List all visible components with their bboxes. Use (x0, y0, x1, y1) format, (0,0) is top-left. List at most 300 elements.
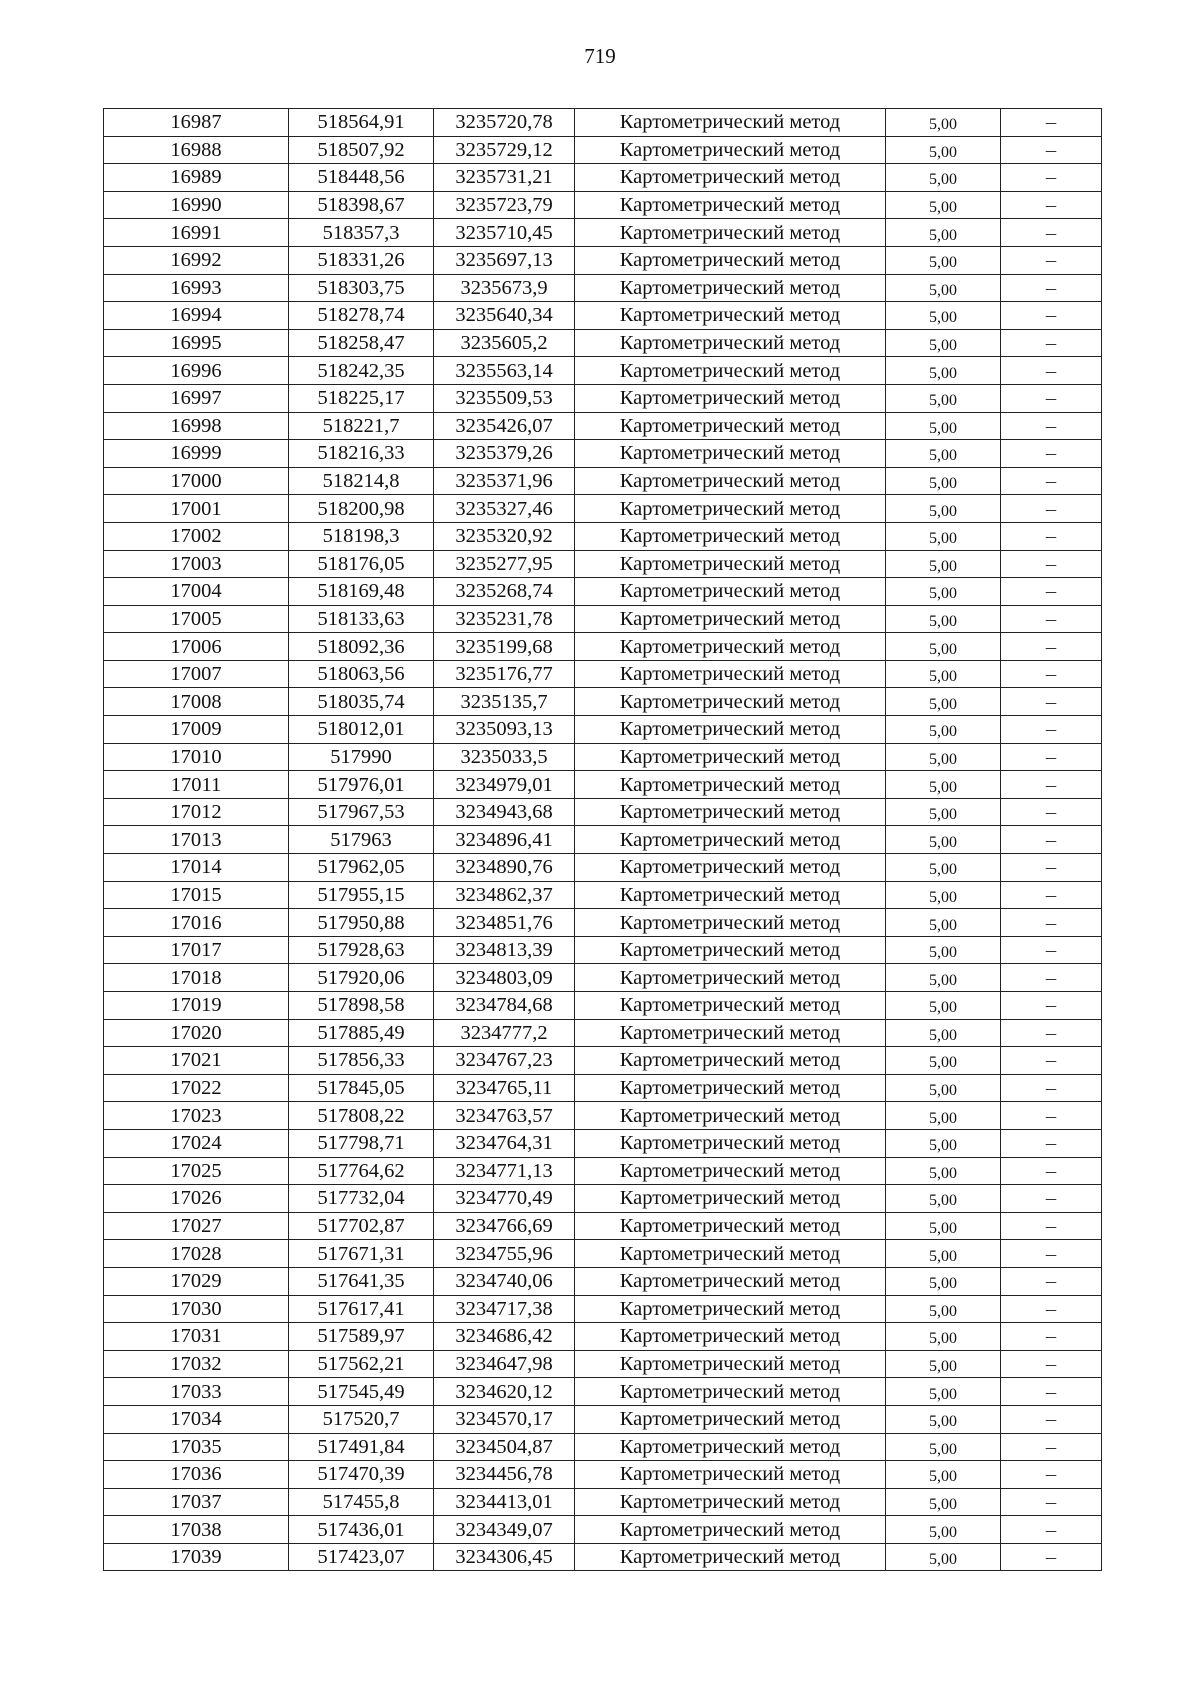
method-cell: Картометрический метод (575, 1405, 886, 1433)
dash-cell: – (1001, 1295, 1102, 1323)
accuracy-cell (886, 1240, 1001, 1268)
method-cell: Картометрический метод (575, 1350, 886, 1378)
accuracy-cell (886, 688, 1001, 716)
method-cell: Картометрический метод (575, 798, 886, 826)
point-number-cell: 16991 (104, 219, 289, 247)
x-coordinate-cell: 518398,67 (289, 191, 434, 219)
x-coordinate-cell: 517545,49 (289, 1378, 434, 1406)
table-row (104, 964, 1102, 992)
table-row (104, 550, 1102, 578)
accuracy-value: 5,00 (929, 1275, 957, 1293)
dash-cell: – (1001, 1461, 1102, 1489)
table-row (104, 1433, 1102, 1461)
method-cell: Картометрический метод (575, 1516, 886, 1544)
accuracy-value: 5,00 (929, 116, 957, 134)
dash-cell: – (1001, 688, 1102, 716)
point-number-cell: 17035 (104, 1433, 289, 1461)
accuracy-cell (886, 164, 1001, 192)
point-number-cell: 16995 (104, 329, 289, 357)
method-cell: Картометрический метод (575, 909, 886, 937)
y-coordinate-cell: 3234979,01 (434, 771, 575, 799)
method-cell: Картометрический метод (575, 1074, 886, 1102)
accuracy-value: 5,00 (929, 1220, 957, 1238)
y-coordinate-cell: 3235320,92 (434, 522, 575, 550)
point-number-cell: 17037 (104, 1488, 289, 1516)
point-number-cell: 17034 (104, 1405, 289, 1433)
table-row (104, 1129, 1102, 1157)
y-coordinate-cell: 3234784,68 (434, 992, 575, 1020)
accuracy-value: 5,00 (929, 1440, 957, 1458)
y-coordinate-cell: 3234456,78 (434, 1461, 575, 1489)
method-cell: Картометрический метод (575, 495, 886, 523)
accuracy-value: 5,00 (929, 1358, 957, 1376)
accuracy-value: 5,00 (929, 1551, 957, 1569)
accuracy-value: 5,00 (929, 944, 957, 962)
method-cell: Картометрический метод (575, 1212, 886, 1240)
method-cell: Картометрический метод (575, 1433, 886, 1461)
dash-cell: – (1001, 964, 1102, 992)
accuracy-cell (886, 274, 1001, 302)
point-number-cell: 17008 (104, 688, 289, 716)
y-coordinate-cell: 3235033,5 (434, 743, 575, 771)
y-coordinate-cell: 3234717,38 (434, 1295, 575, 1323)
point-number-cell: 17019 (104, 992, 289, 1020)
x-coordinate-cell: 517436,01 (289, 1516, 434, 1544)
x-coordinate-cell: 517589,97 (289, 1323, 434, 1351)
dash-cell: – (1001, 1129, 1102, 1157)
accuracy-cell (886, 1378, 1001, 1406)
point-number-cell: 16994 (104, 302, 289, 330)
dash-cell: – (1001, 329, 1102, 357)
y-coordinate-cell: 3234413,01 (434, 1488, 575, 1516)
table-row (104, 605, 1102, 633)
point-number-cell: 17020 (104, 1019, 289, 1047)
dash-cell: – (1001, 1378, 1102, 1406)
method-cell: Картометрический метод (575, 191, 886, 219)
table-row (104, 1323, 1102, 1351)
accuracy-value: 5,00 (929, 750, 957, 768)
table-row (104, 412, 1102, 440)
method-cell: Картометрический метод (575, 412, 886, 440)
dash-cell: – (1001, 1240, 1102, 1268)
accuracy-cell (886, 302, 1001, 330)
y-coordinate-cell: 3234647,98 (434, 1350, 575, 1378)
x-coordinate-cell: 517967,53 (289, 798, 434, 826)
accuracy-cell (886, 1350, 1001, 1378)
table-row (104, 633, 1102, 661)
table-row (104, 191, 1102, 219)
table-row (104, 854, 1102, 882)
x-coordinate-cell: 518278,74 (289, 302, 434, 330)
point-number-cell: 17021 (104, 1047, 289, 1075)
method-cell: Картометрический метод (575, 384, 886, 412)
accuracy-cell (886, 605, 1001, 633)
point-number-cell: 17024 (104, 1129, 289, 1157)
table-row (104, 1102, 1102, 1130)
dash-cell: – (1001, 743, 1102, 771)
method-cell: Картометрический метод (575, 1267, 886, 1295)
accuracy-value: 5,00 (929, 309, 957, 327)
accuracy-cell (886, 1323, 1001, 1351)
table-row (104, 164, 1102, 192)
accuracy-cell (886, 1185, 1001, 1213)
y-coordinate-cell: 3234504,87 (434, 1433, 575, 1461)
accuracy-cell (886, 109, 1001, 137)
y-coordinate-cell: 3234813,39 (434, 936, 575, 964)
dash-cell: – (1001, 440, 1102, 468)
method-cell: Картометрический метод (575, 1378, 886, 1406)
x-coordinate-cell: 518012,01 (289, 716, 434, 744)
x-coordinate-cell: 517990 (289, 743, 434, 771)
dash-cell: – (1001, 412, 1102, 440)
accuracy-value: 5,00 (929, 1109, 957, 1127)
accuracy-value: 5,00 (929, 1247, 957, 1265)
accuracy-value: 5,00 (929, 171, 957, 189)
x-coordinate-cell: 517732,04 (289, 1185, 434, 1213)
x-coordinate-cell: 518357,3 (289, 219, 434, 247)
accuracy-value: 5,00 (929, 419, 957, 437)
table-row (104, 1157, 1102, 1185)
x-coordinate-cell: 518564,91 (289, 109, 434, 137)
accuracy-value: 5,00 (929, 723, 957, 741)
x-coordinate-cell: 517928,63 (289, 936, 434, 964)
accuracy-value: 5,00 (929, 1192, 957, 1210)
accuracy-cell (886, 329, 1001, 357)
accuracy-value: 5,00 (929, 1054, 957, 1072)
method-cell: Картометрический метод (575, 522, 886, 550)
method-cell: Картометрический метод (575, 329, 886, 357)
point-number-cell: 17022 (104, 1074, 289, 1102)
y-coordinate-cell: 3235231,78 (434, 605, 575, 633)
table-row (104, 384, 1102, 412)
y-coordinate-cell: 3235327,46 (434, 495, 575, 523)
method-cell: Картометрический метод (575, 274, 886, 302)
accuracy-cell (886, 1074, 1001, 1102)
table-row (104, 909, 1102, 937)
table-row (104, 246, 1102, 274)
method-cell: Картометрический метод (575, 1543, 886, 1571)
accuracy-cell (886, 357, 1001, 385)
accuracy-cell (886, 578, 1001, 606)
x-coordinate-cell: 517520,7 (289, 1405, 434, 1433)
accuracy-cell (886, 384, 1001, 412)
point-number-cell: 17031 (104, 1323, 289, 1351)
point-number-cell: 17023 (104, 1102, 289, 1130)
point-number-cell: 17038 (104, 1516, 289, 1544)
x-coordinate-cell: 517702,87 (289, 1212, 434, 1240)
y-coordinate-cell: 3234755,96 (434, 1240, 575, 1268)
point-number-cell: 17015 (104, 881, 289, 909)
table-row (104, 522, 1102, 550)
point-number-cell: 16989 (104, 164, 289, 192)
y-coordinate-cell: 3234943,68 (434, 798, 575, 826)
point-number-cell: 16993 (104, 274, 289, 302)
accuracy-value: 5,00 (929, 199, 957, 217)
y-coordinate-cell: 3234851,76 (434, 909, 575, 937)
point-number-cell: 17000 (104, 467, 289, 495)
point-number-cell: 17007 (104, 660, 289, 688)
accuracy-cell (886, 219, 1001, 247)
point-number-cell: 17005 (104, 605, 289, 633)
x-coordinate-cell: 518303,75 (289, 274, 434, 302)
x-coordinate-cell: 518448,56 (289, 164, 434, 192)
x-coordinate-cell: 517920,06 (289, 964, 434, 992)
point-number-cell: 17026 (104, 1185, 289, 1213)
accuracy-cell (886, 467, 1001, 495)
point-number-cell: 16988 (104, 136, 289, 164)
accuracy-cell (886, 1047, 1001, 1075)
x-coordinate-cell: 517764,62 (289, 1157, 434, 1185)
table-row (104, 329, 1102, 357)
y-coordinate-cell: 3234620,12 (434, 1378, 575, 1406)
y-coordinate-cell: 3234740,06 (434, 1267, 575, 1295)
accuracy-cell (886, 964, 1001, 992)
accuracy-cell (886, 992, 1001, 1020)
table-row (104, 660, 1102, 688)
accuracy-cell (886, 881, 1001, 909)
accuracy-cell (886, 1433, 1001, 1461)
y-coordinate-cell: 3235563,14 (434, 357, 575, 385)
accuracy-cell (886, 743, 1001, 771)
dash-cell: – (1001, 909, 1102, 937)
dash-cell: – (1001, 191, 1102, 219)
method-cell: Картометрический метод (575, 881, 886, 909)
x-coordinate-cell: 517455,8 (289, 1488, 434, 1516)
table-row (104, 771, 1102, 799)
y-coordinate-cell: 3234765,11 (434, 1074, 575, 1102)
y-coordinate-cell: 3235710,45 (434, 219, 575, 247)
x-coordinate-cell: 517950,88 (289, 909, 434, 937)
accuracy-cell (886, 826, 1001, 854)
y-coordinate-cell: 3235176,77 (434, 660, 575, 688)
x-coordinate-cell: 517955,15 (289, 881, 434, 909)
method-cell: Картометрический метод (575, 633, 886, 661)
y-coordinate-cell: 3235277,95 (434, 550, 575, 578)
dash-cell: – (1001, 826, 1102, 854)
x-coordinate-cell: 517671,31 (289, 1240, 434, 1268)
x-coordinate-cell: 517856,33 (289, 1047, 434, 1075)
accuracy-value: 5,00 (929, 392, 957, 410)
dash-cell: – (1001, 109, 1102, 137)
accuracy-cell (886, 909, 1001, 937)
accuracy-value: 5,00 (929, 1137, 957, 1155)
method-cell: Картометрический метод (575, 550, 886, 578)
dash-cell: – (1001, 136, 1102, 164)
x-coordinate-cell: 517962,05 (289, 854, 434, 882)
x-coordinate-cell: 517808,22 (289, 1102, 434, 1130)
accuracy-cell (886, 1295, 1001, 1323)
point-number-cell: 17004 (104, 578, 289, 606)
y-coordinate-cell: 3234862,37 (434, 881, 575, 909)
method-cell: Картометрический метод (575, 1488, 886, 1516)
x-coordinate-cell: 517798,71 (289, 1129, 434, 1157)
y-coordinate-cell: 3234570,17 (434, 1405, 575, 1433)
table-row (104, 1212, 1102, 1240)
accuracy-cell (886, 1267, 1001, 1295)
accuracy-cell (886, 798, 1001, 826)
x-coordinate-cell: 517963 (289, 826, 434, 854)
table-row (104, 1019, 1102, 1047)
method-cell: Картометрический метод (575, 964, 886, 992)
dash-cell: – (1001, 1212, 1102, 1240)
dash-cell: – (1001, 605, 1102, 633)
table-row (104, 1461, 1102, 1489)
x-coordinate-cell: 517562,21 (289, 1350, 434, 1378)
accuracy-cell (886, 1157, 1001, 1185)
method-cell: Картометрический метод (575, 136, 886, 164)
method-cell: Картометрический метод (575, 1185, 886, 1213)
x-coordinate-cell: 517617,41 (289, 1295, 434, 1323)
method-cell: Картометрический метод (575, 743, 886, 771)
method-cell: Картометрический метод (575, 1019, 886, 1047)
x-coordinate-cell: 518507,92 (289, 136, 434, 164)
x-coordinate-cell: 517491,84 (289, 1433, 434, 1461)
table-row (104, 495, 1102, 523)
point-number-cell: 17028 (104, 1240, 289, 1268)
x-coordinate-cell: 518063,56 (289, 660, 434, 688)
dash-cell: – (1001, 1433, 1102, 1461)
y-coordinate-cell: 3234306,45 (434, 1543, 575, 1571)
table-row (104, 1350, 1102, 1378)
dash-cell: – (1001, 164, 1102, 192)
point-number-cell: 17036 (104, 1461, 289, 1489)
dash-cell: – (1001, 1019, 1102, 1047)
accuracy-cell (886, 1405, 1001, 1433)
method-cell: Картометрический метод (575, 771, 886, 799)
coordinates-table (103, 108, 1102, 1571)
accuracy-value: 5,00 (929, 530, 957, 548)
x-coordinate-cell: 517470,39 (289, 1461, 434, 1489)
x-coordinate-cell: 518198,3 (289, 522, 434, 550)
point-number-cell: 16987 (104, 109, 289, 137)
dash-cell: – (1001, 578, 1102, 606)
table-row (104, 357, 1102, 385)
table-row (104, 109, 1102, 137)
accuracy-value: 5,00 (929, 778, 957, 796)
x-coordinate-cell: 517898,58 (289, 992, 434, 1020)
dash-cell: – (1001, 1350, 1102, 1378)
x-coordinate-cell: 517641,35 (289, 1267, 434, 1295)
method-cell: Картометрический метод (575, 688, 886, 716)
accuracy-value: 5,00 (929, 999, 957, 1017)
dash-cell: – (1001, 798, 1102, 826)
dash-cell: – (1001, 633, 1102, 661)
accuracy-cell (886, 1516, 1001, 1544)
x-coordinate-cell: 518092,36 (289, 633, 434, 661)
accuracy-cell (886, 136, 1001, 164)
dash-cell: – (1001, 854, 1102, 882)
dash-cell: – (1001, 1267, 1102, 1295)
accuracy-cell (886, 550, 1001, 578)
dash-cell: – (1001, 302, 1102, 330)
dash-cell: – (1001, 1323, 1102, 1351)
point-number-cell: 17002 (104, 522, 289, 550)
accuracy-cell (886, 1129, 1001, 1157)
dash-cell: – (1001, 1405, 1102, 1433)
y-coordinate-cell: 3235720,78 (434, 109, 575, 137)
accuracy-value: 5,00 (929, 640, 957, 658)
dash-cell: – (1001, 936, 1102, 964)
accuracy-value: 5,00 (929, 888, 957, 906)
method-cell: Картометрический метод (575, 1240, 886, 1268)
accuracy-value: 5,00 (929, 861, 957, 879)
method-cell: Картометрический метод (575, 660, 886, 688)
dash-cell: – (1001, 1157, 1102, 1185)
accuracy-value: 5,00 (929, 364, 957, 382)
accuracy-value: 5,00 (929, 612, 957, 630)
dash-cell: – (1001, 274, 1102, 302)
accuracy-value: 5,00 (929, 254, 957, 272)
y-coordinate-cell: 3234890,76 (434, 854, 575, 882)
point-number-cell: 17006 (104, 633, 289, 661)
point-number-cell: 17030 (104, 1295, 289, 1323)
x-coordinate-cell: 518035,74 (289, 688, 434, 716)
accuracy-value: 5,00 (929, 1495, 957, 1513)
accuracy-value: 5,00 (929, 668, 957, 686)
accuracy-cell (886, 716, 1001, 744)
method-cell: Картометрический метод (575, 109, 886, 137)
y-coordinate-cell: 3235426,07 (434, 412, 575, 440)
point-number-cell: 16997 (104, 384, 289, 412)
method-cell: Картометрический метод (575, 440, 886, 468)
table-row (104, 274, 1102, 302)
y-coordinate-cell: 3235379,26 (434, 440, 575, 468)
dash-cell: – (1001, 1488, 1102, 1516)
table-row (104, 716, 1102, 744)
y-coordinate-cell: 3235135,7 (434, 688, 575, 716)
y-coordinate-cell: 3234764,31 (434, 1129, 575, 1157)
accuracy-cell (886, 495, 1001, 523)
accuracy-value: 5,00 (929, 143, 957, 161)
table-row (104, 992, 1102, 1020)
y-coordinate-cell: 3235729,12 (434, 136, 575, 164)
table-row (104, 688, 1102, 716)
method-cell: Картометрический метод (575, 716, 886, 744)
y-coordinate-cell: 3234771,13 (434, 1157, 575, 1185)
x-coordinate-cell: 518133,63 (289, 605, 434, 633)
accuracy-value: 5,00 (929, 475, 957, 493)
y-coordinate-cell: 3235673,9 (434, 274, 575, 302)
point-number-cell: 17032 (104, 1350, 289, 1378)
y-coordinate-cell: 3234766,69 (434, 1212, 575, 1240)
accuracy-cell (886, 633, 1001, 661)
x-coordinate-cell: 518214,8 (289, 467, 434, 495)
dash-cell: – (1001, 246, 1102, 274)
y-coordinate-cell: 3234803,09 (434, 964, 575, 992)
accuracy-cell (886, 1019, 1001, 1047)
table-row (104, 1543, 1102, 1571)
dash-cell: – (1001, 357, 1102, 385)
method-cell: Картометрический метод (575, 164, 886, 192)
accuracy-cell (886, 191, 1001, 219)
table-row (104, 1267, 1102, 1295)
y-coordinate-cell: 3235605,2 (434, 329, 575, 357)
table-row (104, 798, 1102, 826)
method-cell: Картометрический метод (575, 992, 886, 1020)
method-cell: Картометрический метод (575, 578, 886, 606)
point-number-cell: 17025 (104, 1157, 289, 1185)
point-number-cell: 17011 (104, 771, 289, 799)
method-cell: Картометрический метод (575, 246, 886, 274)
dash-cell: – (1001, 219, 1102, 247)
table-row (104, 1378, 1102, 1406)
accuracy-value: 5,00 (929, 1413, 957, 1431)
x-coordinate-cell: 518242,35 (289, 357, 434, 385)
table-row (104, 578, 1102, 606)
point-number-cell: 17001 (104, 495, 289, 523)
y-coordinate-cell: 3234896,41 (434, 826, 575, 854)
accuracy-cell (886, 412, 1001, 440)
